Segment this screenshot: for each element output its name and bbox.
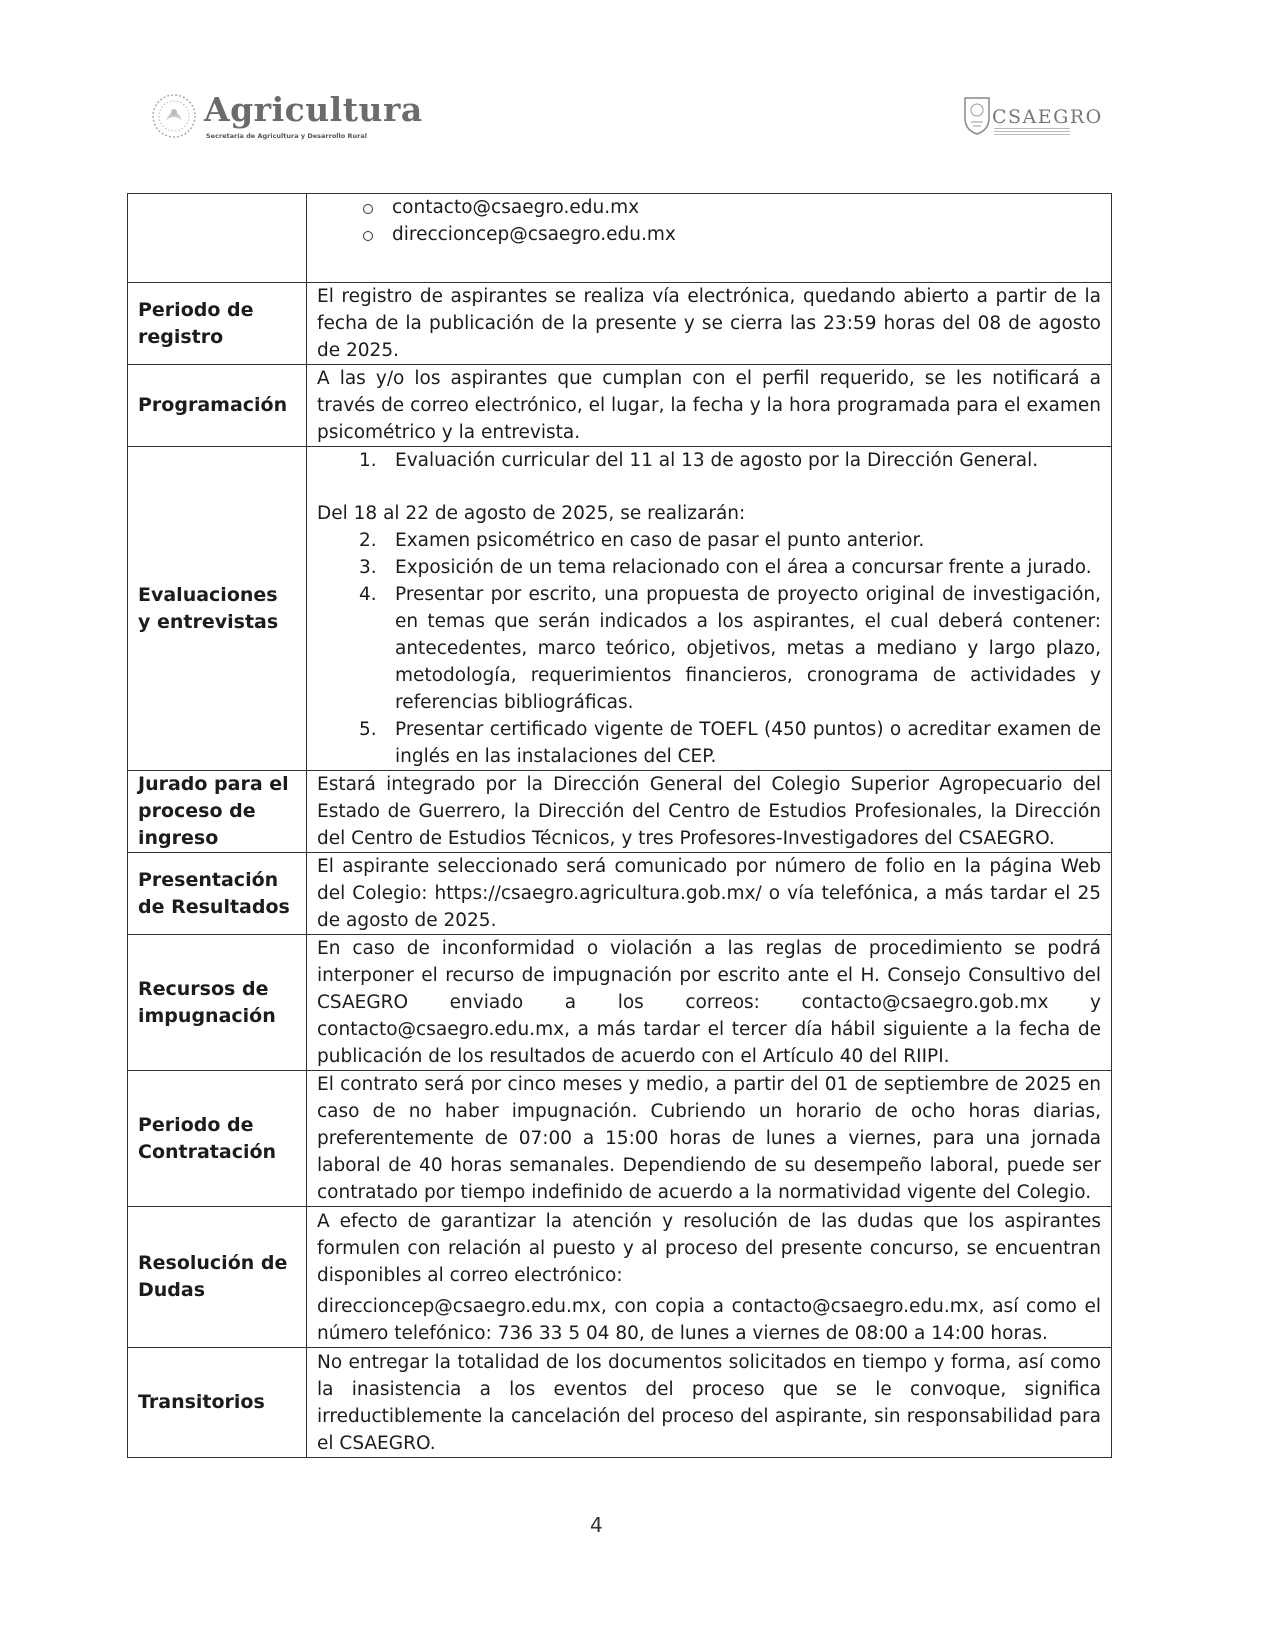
table-row-transitorios	[128, 1348, 1112, 1458]
step-text: Presentar certificado vigente de TOEFL (450 puntos) o acreditar examen de inglés en las instalaciones del CEP.	[395, 719, 1101, 767]
table-row-evaluaciones	[128, 447, 1112, 771]
agricultura-logo	[150, 88, 423, 148]
row-content: En caso de inconformidad o violación a las reglas de procedimiento se podrá interponer el recurso de impugnación por escrito ante el H. Consejo Consultivo del CSAEGRO enviado a los correos: contacto@csaegro.gob.mx y contacto@csaegro.edu.mx, a más tardar el tercer día hábil siguiente a la fecha de publicación de los resultados de acuerdo con el Artículo 40 del RIIPI.	[307, 935, 1112, 1071]
dudas-text-2: direccioncep@csaegro.edu.mx, con copia a contacto@csaegro.edu.mx, así como el número telefónico: 736 33 5 04 80, de lunes a viernes de 08:00 a 14:00 horas.	[317, 1295, 1101, 1344]
row-content: El aspirante seleccionado será comunicado por número de folio en la página Web del Colegio: https://csaegro.agricultura.gob.mx/ o vía telefónica, a más tardar el 25 de agosto de 2025.	[307, 853, 1112, 935]
table-row-recursos	[128, 935, 1112, 1071]
row-label: Periodo de Contratación	[128, 1071, 307, 1207]
csaegro-title: CSAEGRO	[992, 106, 1103, 128]
row-label: Jurado para el proceso de ingreso	[128, 771, 307, 853]
step-text: Evaluación curricular del 11 al 13 de agosto por la Dirección General.	[395, 450, 1039, 471]
row-content: El registro de aspirantes se realiza vía electrónica, quedando abierto a partir de la fecha de la publicación de la presente y se cierra las 23:59 horas del 08 de agosto de 2025.	[307, 283, 1112, 365]
csaegro-logo	[960, 92, 1110, 142]
agricultura-title: Agricultura	[204, 90, 423, 129]
list-item	[317, 447, 1101, 474]
list-item	[317, 527, 1101, 554]
table-row-programacion	[128, 365, 1112, 447]
row-label: Transitorios	[128, 1348, 307, 1458]
empty-label-cell	[128, 194, 307, 283]
row-label: Presentación de Resultados	[128, 853, 307, 935]
step-number: 2.	[359, 530, 377, 551]
row-label: Programación	[128, 365, 307, 447]
mexico-emblem-icon	[150, 92, 198, 140]
row-content	[307, 1207, 1112, 1348]
row-label: Recursos de impugnación	[128, 935, 307, 1071]
row-label: Resolución de Dudas	[128, 1207, 307, 1348]
step-number: 5.	[359, 719, 377, 740]
agricultura-subtitle: Secretaría de Agricultura y Desarrollo Rural	[206, 132, 367, 140]
row-content: No entregar la totalidad de los documentos solicitados en tiempo y forma, así como la inasistencia a los eventos del proceso que se le convoque, significa irreductiblemente la cancelación del proceso del aspirante, sin responsabilidad para el CSAEGRO.	[307, 1348, 1112, 1458]
table-row-periodo-registro	[128, 283, 1112, 365]
row-label: Periodo de registro	[128, 283, 307, 365]
row-content: Estará integrado por la Dirección General del Colegio Superior Agropecuario del Estado de Guerrero, la Dirección del Centro de Estudios Profesionales, la Dirección del Centro de Estudios Técnicos, y tres Profesores-Investigadores del CSAEGRO.	[307, 771, 1112, 853]
evaluation-steps-2	[317, 527, 1101, 770]
page-number: 4	[590, 1513, 603, 1537]
step-text: Exposición de un tema relacionado con el área a concursar frente a jurado.	[395, 557, 1092, 578]
step-number: 3.	[359, 557, 377, 578]
email-list	[317, 194, 1101, 248]
step-text: Presentar por escrito, una propuesta de proyecto original de investigación, en temas que serán indicados a los aspirantes, el cual deberá contener: antecedentes, marco teórico, objetivos, metas a mediano y largo plazo, metodología, requerimientos financieros, cronograma de actividades y referencias bibliográficas.	[395, 584, 1101, 713]
list-item: direccioncep@csaegro.edu.mx	[357, 221, 1101, 248]
dudas-text-1: A efecto de garantizar la atención y resolución de las dudas que los aspirantes formulen con relación al puesto y al proceso del presente concurso, se encuentran disponibles al correo electrónico:	[317, 1210, 1101, 1286]
list-item	[317, 554, 1101, 581]
csaegro-subtitle-lines	[994, 128, 1070, 136]
step-number: 4.	[359, 584, 377, 605]
row-content	[307, 447, 1112, 771]
table-row-presentacion	[128, 853, 1112, 935]
list-item	[317, 716, 1101, 770]
list-item	[317, 581, 1101, 716]
table-row-contacts	[128, 194, 1112, 283]
row-label: Evaluaciones y entrevistas	[128, 447, 307, 771]
convocatoria-table	[127, 193, 1112, 1458]
evaluation-intro: Del 18 al 22 de agosto de 2025, se realizarán:	[317, 503, 746, 524]
step-text: Examen psicométrico en caso de pasar el punto anterior.	[395, 530, 925, 551]
list-item: contacto@csaegro.edu.mx	[357, 194, 1101, 221]
evaluation-steps	[317, 447, 1101, 474]
table-row-dudas	[128, 1207, 1112, 1348]
row-content: A las y/o los aspirantes que cumplan con el perfil requerido, se les notificará a través de correo electrónico, el lugar, la fecha y la hora programada para el examen psicométrico y la entrevista.	[307, 365, 1112, 447]
table-row-jurado	[128, 771, 1112, 853]
step-number: 1.	[359, 450, 377, 471]
contact-emails-cell	[307, 194, 1112, 283]
row-content: El contrato será por cinco meses y medio, a partir del 01 de septiembre de 2025 en caso de no haber impugnación. Cubriendo un horario de ocho horas diarias, preferentemente de 07:00 a 15:00 horas de lunes a viernes, para una jornada laboral de 40 horas semanales. Dependiendo de su desempeño laboral, puede ser contratado por tiempo indefinido de acuerdo a la normatividad vigente del Colegio.	[307, 1071, 1112, 1207]
table-row-contratacion	[128, 1071, 1112, 1207]
csaegro-seal-icon	[960, 92, 994, 136]
